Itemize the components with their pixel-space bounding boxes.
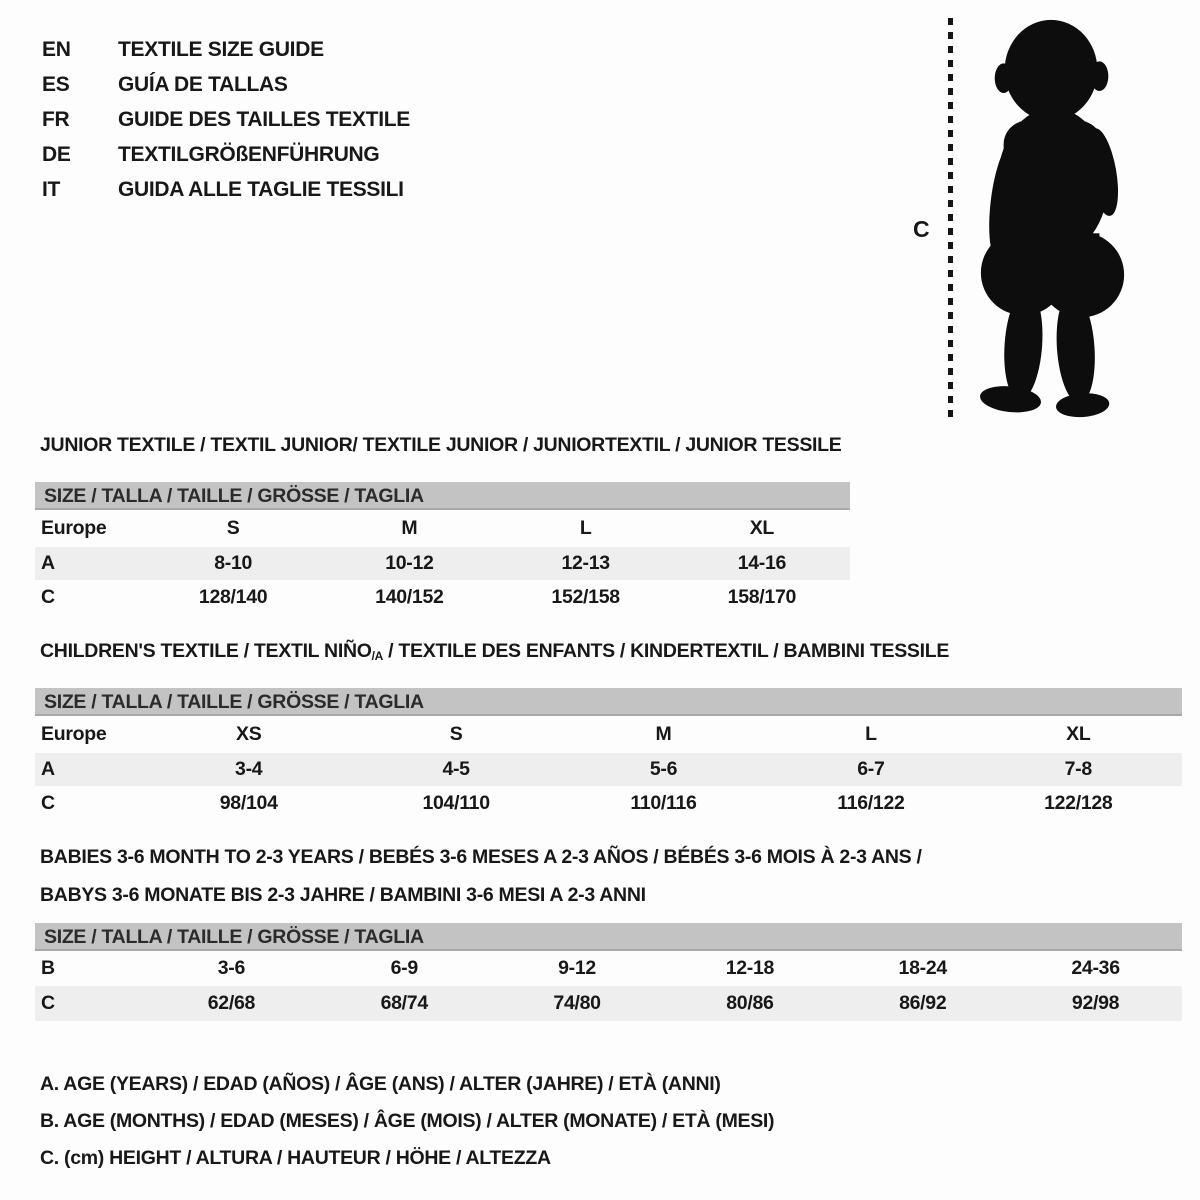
age-cell: 9-12	[558, 957, 596, 979]
age-cell: 7-8	[1064, 758, 1092, 780]
age-cell: 18-24	[898, 957, 947, 979]
size-header-bar: SIZE / TALLA / TAILLE / GRÖSSE / TAGLIA	[35, 688, 1182, 716]
age-cell: 3-4	[235, 758, 263, 780]
language-row-es	[42, 67, 410, 102]
age-cell: 5-6	[649, 758, 678, 780]
language-row-fr	[42, 102, 410, 137]
language-title: GUIDE DES TAILLES TEXTILE	[118, 107, 410, 131]
height-cell: 128/140	[198, 586, 268, 608]
size-cell: XL	[1066, 723, 1091, 745]
height-cell: 86/92	[899, 992, 947, 1014]
size-cell: XL	[749, 517, 775, 539]
language-title: GUIDA ALLE TAGLIE TESSILI	[118, 177, 404, 201]
age-cell: 6-9	[390, 957, 418, 979]
height-cell: 116/122	[837, 792, 905, 814]
age-cell: 14-16	[737, 552, 787, 574]
babies-table-title-line2: BABYS 3-6 MONATE BIS 2-3 JAHRE / BAMBINI 3-6 MESI A 2-3 ANNI	[40, 884, 646, 906]
toddler-silhouette-icon	[962, 14, 1144, 419]
row-label: A	[41, 552, 55, 574]
height-cell: 122/128	[1044, 792, 1113, 814]
table-row-age-years	[35, 753, 1182, 786]
table-row-europe	[35, 716, 1182, 753]
height-cell: 158/170	[727, 586, 797, 608]
age-cell: 8-10	[214, 552, 253, 574]
language-row-it	[42, 172, 410, 207]
row-label: Europe	[41, 517, 107, 539]
language-code: DE	[42, 142, 71, 166]
language-row-en	[42, 32, 410, 67]
age-cell: 12-18	[725, 957, 775, 979]
height-cell: 140/152	[375, 586, 444, 608]
height-cell: 92/98	[1071, 992, 1120, 1014]
height-cell: 98/104	[219, 792, 278, 814]
legend-line-a: A. AGE (YEARS) / EDAD (AÑOS) / ÂGE (ANS) / ALTER (JAHRE) / ETÀ (ANNI)	[40, 1073, 721, 1095]
measurement-figure	[900, 0, 1160, 430]
table-row-height-cm	[35, 786, 1182, 821]
legend-line-b: B. AGE (MONTHS) / EDAD (MESES) / ÂGE (MOIS) / ALTER (MONATE) / ETÀ (MESI)	[40, 1110, 775, 1132]
size-header-bar: SIZE / TALLA / TAILLE / GRÖSSE / TAGLIA	[35, 482, 850, 510]
measure-legend	[40, 1066, 774, 1177]
language-code: IT	[42, 177, 61, 201]
age-cell: 6-7	[857, 758, 885, 780]
table-row-age-months	[35, 951, 1182, 986]
children-title-sub: /A	[371, 649, 384, 663]
height-cell: 68/74	[380, 992, 428, 1014]
language-row-de	[42, 137, 410, 172]
age-cell: 10-12	[385, 552, 434, 574]
age-cell: 3-6	[217, 957, 246, 979]
table-row-age-years	[35, 547, 850, 580]
age-cell: 12-13	[561, 552, 610, 574]
height-cell: 152/158	[551, 586, 620, 608]
junior-size-table	[35, 482, 850, 615]
row-label: B	[41, 957, 55, 979]
legend-line-c: C. (cm) HEIGHT / ALTURA / HAUTEUR / HÖHE / ALTEZZA	[40, 1147, 551, 1169]
height-cell: 104/110	[422, 792, 490, 814]
age-cell: 4-5	[442, 758, 470, 780]
size-header-bar: SIZE / TALLA / TAILLE / GRÖSSE / TAGLIA	[35, 923, 1182, 951]
table-row-height-cm	[35, 986, 1182, 1021]
height-dashed-line	[948, 18, 953, 418]
height-cell: 62/68	[207, 992, 256, 1014]
table-row-height-cm	[35, 580, 850, 615]
babies-size-table	[35, 923, 1182, 1021]
size-cell: XS	[235, 723, 262, 745]
size-cell: S	[226, 517, 240, 539]
children-table-title	[40, 640, 949, 663]
height-cell: 110/116	[630, 792, 697, 814]
height-cell: 74/80	[553, 992, 601, 1014]
language-code: ES	[42, 72, 70, 96]
language-code: FR	[42, 107, 70, 131]
language-title: TEXTILGRÖßENFÜHRUNG	[118, 142, 380, 166]
language-title-list	[42, 32, 410, 207]
children-size-table	[35, 688, 1182, 821]
babies-table-title-line1: BABIES 3-6 MONTH TO 2-3 YEARS / BEBÉS 3-6 MESES A 2-3 AÑOS / BÉBÉS 3-6 MOIS À 2-3 ANS /	[40, 846, 922, 868]
children-title-post: / TEXTILE DES ENFANTS / KINDERTEXTIL / BAMBINI TESSILE	[383, 640, 950, 662]
children-title-pre: CHILDREN'S TEXTILE / TEXTIL NIÑO	[40, 640, 372, 662]
height-cell: 80/86	[726, 992, 774, 1014]
size-cell: L	[579, 517, 592, 539]
row-label: Europe	[41, 723, 107, 745]
language-title: GUÍA DE TALLAS	[118, 72, 288, 96]
row-label: C	[41, 586, 55, 608]
size-cell: M	[401, 517, 418, 539]
table-row-europe	[35, 510, 850, 547]
age-cell: 24-36	[1071, 957, 1120, 979]
size-cell: M	[655, 723, 672, 745]
size-cell: S	[449, 723, 463, 745]
size-cell: L	[865, 723, 877, 745]
language-code: EN	[42, 37, 71, 61]
row-label: C	[41, 992, 55, 1014]
row-label: C	[41, 792, 55, 814]
row-label: A	[41, 758, 55, 780]
junior-table-title: JUNIOR TEXTILE / TEXTIL JUNIOR/ TEXTILE JUNIOR / JUNIORTEXTIL / JUNIOR TESSILE	[40, 434, 842, 456]
height-measure-label: C	[913, 216, 930, 242]
language-title: TEXTILE SIZE GUIDE	[118, 37, 324, 61]
